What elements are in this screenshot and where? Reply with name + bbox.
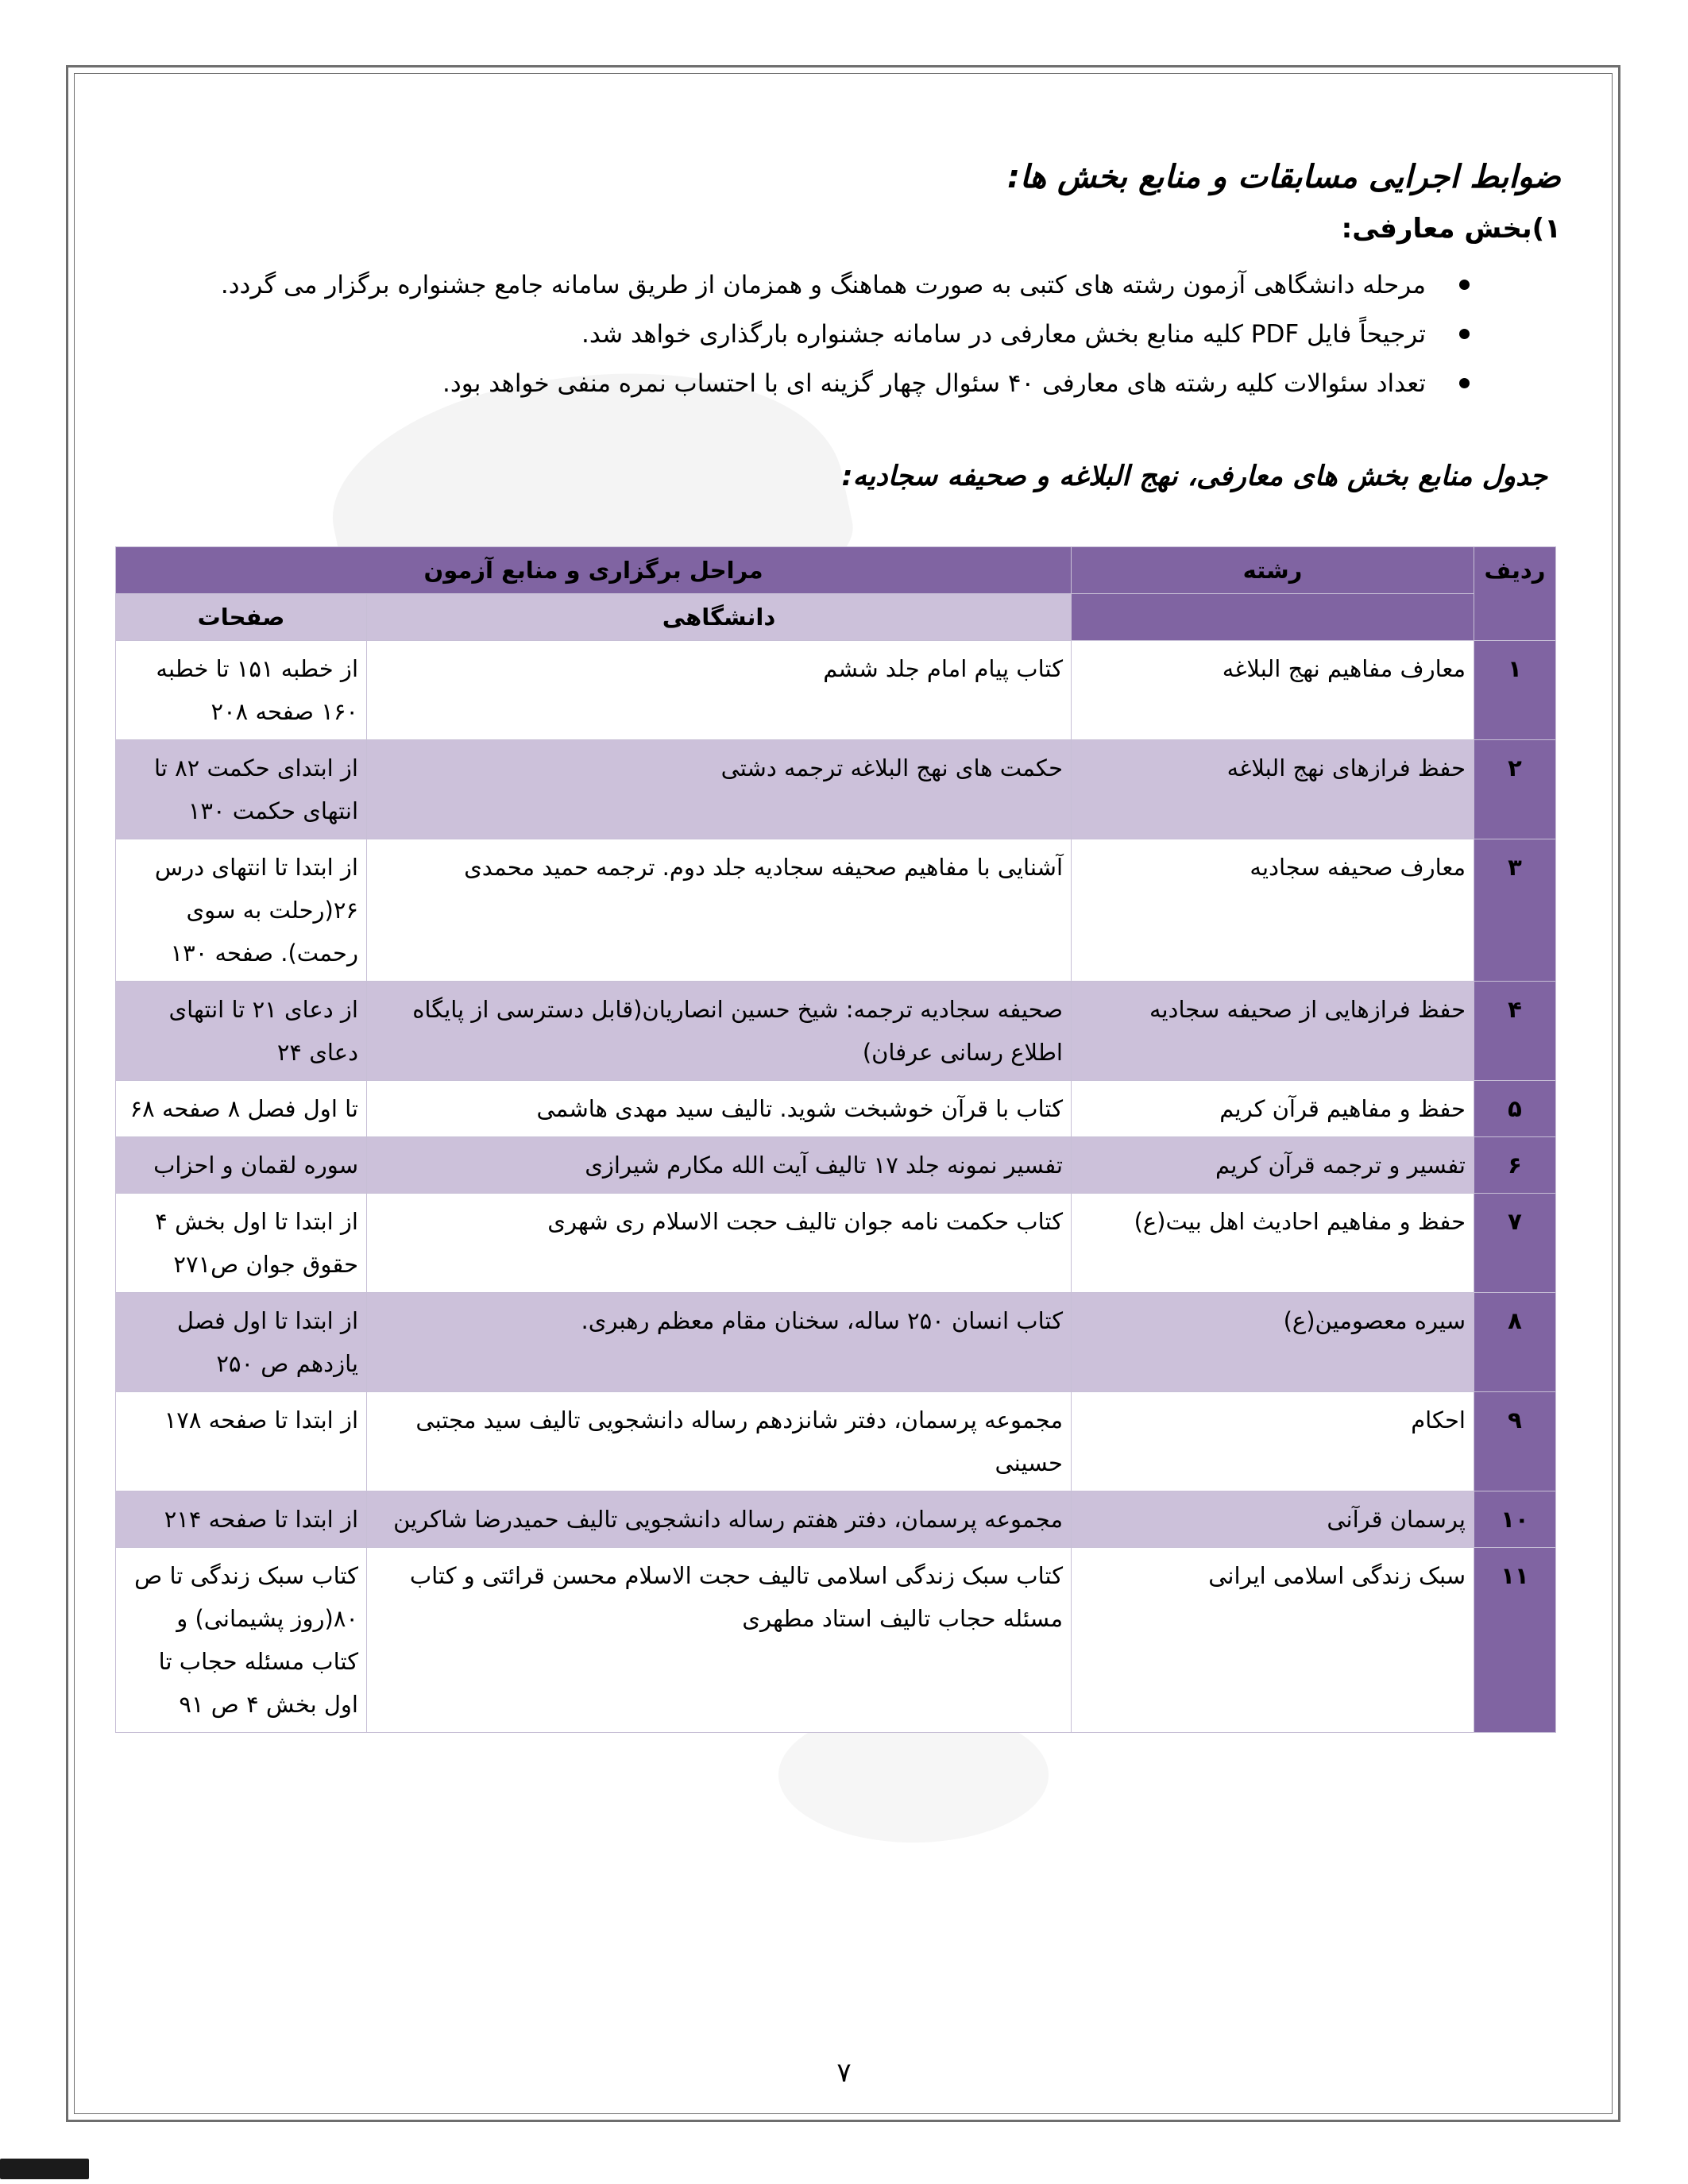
- header-field-spacer: [1072, 594, 1474, 641]
- bullet-icon: [1459, 329, 1470, 339]
- row-number: ۱۱: [1474, 1548, 1556, 1733]
- source-cell: کتاب سبک زندگی اسلامی تالیف حجت الاسلام محسن قرائتی و کتاب مسئله حجاب تالیف استاد مطهری: [367, 1548, 1072, 1733]
- page-number: ۷: [836, 2057, 852, 2089]
- pages-cell: سوره لقمان و احزاب: [116, 1137, 367, 1194]
- field-cell: تفسیر و ترجمه قرآن کریم: [1072, 1137, 1474, 1194]
- source-cell: کتاب با قرآن خوشبخت شوید. تالیف سید مهدی هاشمی: [367, 1081, 1072, 1137]
- table-row: [116, 1081, 1556, 1137]
- field-cell: سبک زندگی اسلامی ایرانی: [1072, 1548, 1474, 1733]
- row-number: ۵: [1474, 1081, 1556, 1137]
- bullet-icon: [1459, 378, 1470, 388]
- table-row: [116, 1491, 1556, 1548]
- pages-cell: از ابتدا تا انتهای درس ۲۶(رحلت به سوی رحمت). صفحه ۱۳۰: [116, 839, 367, 982]
- source-cell: صحیفه سجادیه ترجمه: شیخ حسین انصاریان(قابل دسترسی از پایگاه اطلاع رسانی عرفان): [367, 982, 1072, 1081]
- header-stages: مراحل برگزاری و منابع آزمون: [116, 547, 1072, 594]
- list-item-text: تعداد سئوالات کلیه رشته های معارفی ۴۰ سئوال چهار گزینه ای با احتساب نمره منفی خواهد بود.: [442, 369, 1426, 398]
- rules-list: [221, 260, 1470, 408]
- row-number: ۱۰: [1474, 1491, 1556, 1548]
- source-cell: مجموعه پرسمان، دفتر هفتم رساله دانشجویی تالیف حمیدرضا شاکرین: [367, 1491, 1072, 1548]
- pages-cell: از دعای ۲۱ تا انتهای دعای ۲۴: [116, 982, 367, 1081]
- pages-cell: از ابتدا تا صفحه ۲۱۴: [116, 1491, 367, 1548]
- pages-cell: از ابتدا تا صفحه ۱۷۸: [116, 1392, 367, 1491]
- row-number: ۱: [1474, 641, 1556, 740]
- row-number: ۹: [1474, 1392, 1556, 1491]
- table-row: [116, 1194, 1556, 1293]
- field-cell: حفظ فرازهای نهج البلاغه: [1072, 740, 1474, 839]
- site-logo: [0, 2159, 89, 2179]
- source-cell: آشنایی با مفاهیم صحیفه سجادیه جلد دوم. ترجمه حمید محمدی: [367, 839, 1072, 982]
- pages-cell: از ابتدای حکمت ۸۲ تا انتهای حکمت ۱۳۰: [116, 740, 367, 839]
- field-cell: سیره معصومین(ع): [1072, 1293, 1474, 1392]
- field-cell: احکام: [1072, 1392, 1474, 1491]
- table-row: [116, 1548, 1556, 1733]
- table-row: [116, 839, 1556, 982]
- field-cell: حفظ و مفاهیم احادیث اهل بیت(ع): [1072, 1194, 1474, 1293]
- header-row-number: ردیف: [1474, 547, 1556, 641]
- table-row: [116, 1392, 1556, 1491]
- list-item: [221, 260, 1470, 310]
- row-number: ۳: [1474, 839, 1556, 982]
- row-number: ۷: [1474, 1194, 1556, 1293]
- field-cell: حفظ و مفاهیم قرآن کریم: [1072, 1081, 1474, 1137]
- header-university: دانشگاهی: [367, 594, 1072, 641]
- list-item-text: ترجیحاً فایل PDF کلیه منابع بخش معارفی در سامانه جشنواره بارگذاری خواهد شد.: [581, 320, 1426, 349]
- table-row: [116, 1293, 1556, 1392]
- table-row: [116, 740, 1556, 839]
- field-cell: پرسمان قرآنی: [1072, 1491, 1474, 1548]
- field-cell: معارف صحیفه سجادیه: [1072, 839, 1474, 982]
- table-title: جدول منابع بخش های معارفی، نهج البلاغه و صحیفه سجادیه:: [841, 461, 1547, 492]
- header-field: رشته: [1072, 547, 1474, 594]
- section-heading: ۱)بخش معارفی:: [1341, 213, 1561, 245]
- sources-table: [115, 546, 1556, 1733]
- field-cell: حفظ فرازهایی از صحیفه سجادیه: [1072, 982, 1474, 1081]
- source-cell: کتاب انسان ۲۵۰ ساله، سخنان مقام معظم رهبری.: [367, 1293, 1072, 1392]
- pages-cell: از خطبه ۱۵۱ تا خطبه ۱۶۰ صفحه ۲۰۸: [116, 641, 367, 740]
- row-number: ۸: [1474, 1293, 1556, 1392]
- source-cell: حکمت های نهج البلاغه ترجمه دشتی: [367, 740, 1072, 839]
- table-row: [116, 641, 1556, 740]
- source-cell: کتاب حکمت نامه جوان تالیف حجت الاسلام ری شهری: [367, 1194, 1072, 1293]
- pages-cell: تا اول فصل ۸ صفحه ۶۸: [116, 1081, 367, 1137]
- source-cell: کتاب پیام امام جلد ششم: [367, 641, 1072, 740]
- page-title: ضوابط اجرایی مسابقات و منابع بخش ها:: [1006, 159, 1561, 195]
- list-item: [221, 310, 1470, 359]
- row-number: ۶: [1474, 1137, 1556, 1194]
- header-pages: صفحات: [116, 594, 367, 641]
- pages-cell: کتاب سبک زندگی تا ص ۸۰(روز پشیمانی) و کتاب مسئله حجاب تا اول بخش ۴ ص ۹۱: [116, 1548, 367, 1733]
- table-row: [116, 982, 1556, 1081]
- field-cell: معارف مفاهیم نهج البلاغه: [1072, 641, 1474, 740]
- list-item-text: مرحله دانشگاهی آزمون رشته های کتبی به صورت هماهنگ و همزمان از طریق سامانه جامع جشنواره برگزار می گردد.: [220, 271, 1426, 299]
- row-number: ۲: [1474, 740, 1556, 839]
- bullet-icon: [1459, 280, 1470, 290]
- list-item: [221, 359, 1470, 408]
- row-number: ۴: [1474, 982, 1556, 1081]
- table-row: [116, 1137, 1556, 1194]
- pages-cell: از ابتدا تا اول بخش ۴ حقوق جوان ص۲۷۱: [116, 1194, 367, 1293]
- source-cell: مجموعه پرسمان، دفتر شانزدهم رساله دانشجویی تالیف سید مجتبی حسینی: [367, 1392, 1072, 1491]
- source-cell: تفسیر نمونه جلد ۱۷ تالیف آیت الله مکارم شیرازی: [367, 1137, 1072, 1194]
- pages-cell: از ابتدا تا اول فصل یازدهم ص ۲۵۰: [116, 1293, 367, 1392]
